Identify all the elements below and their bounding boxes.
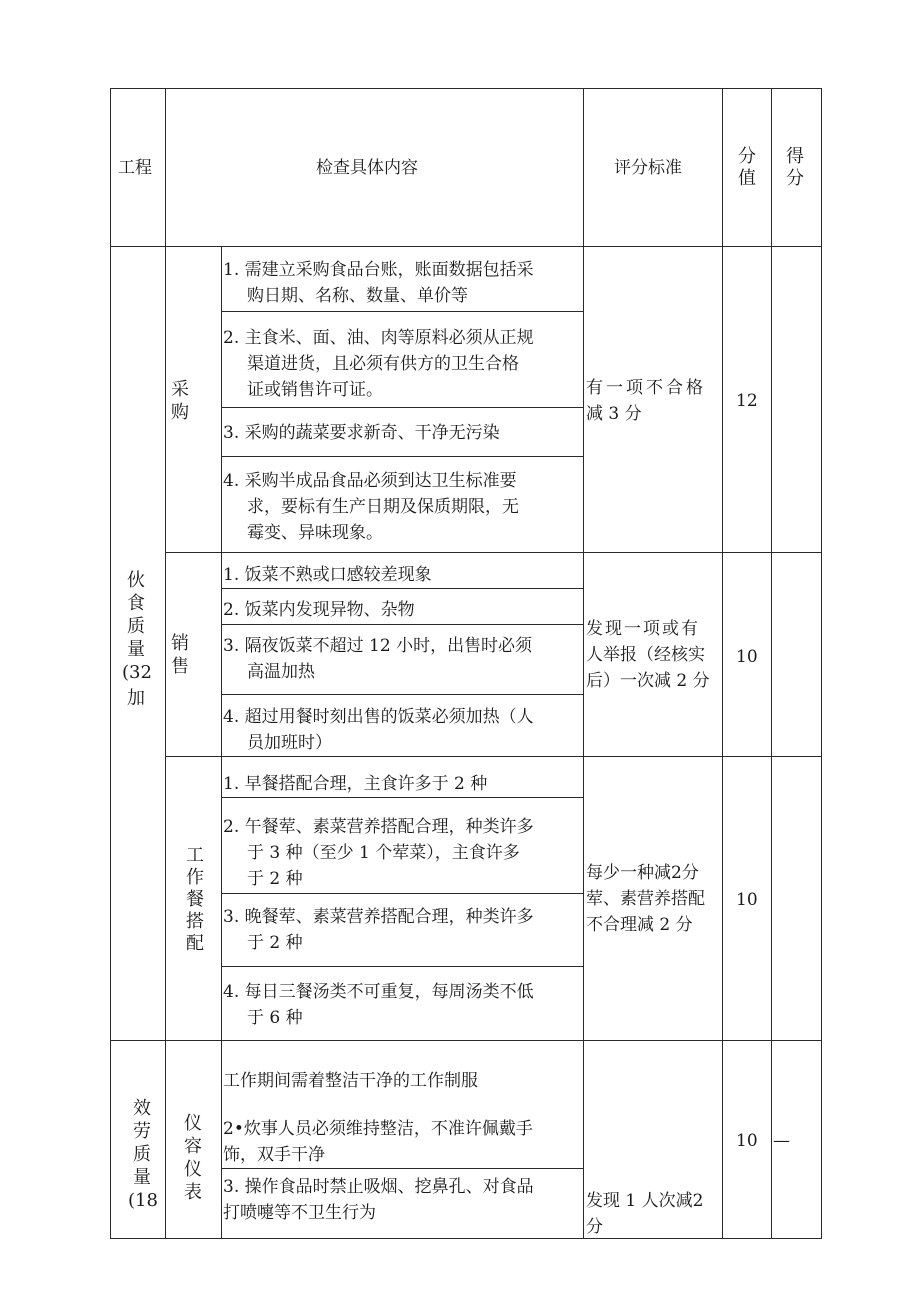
item-divider [221,311,583,312]
list-item: 4. 每日三餐汤类不可重复，每周汤类不低 于 6 种 [223,982,534,1028]
list-item: 1. 饭菜不熟或口感较差现象 [223,565,432,585]
header-criteria: 评分标准 [614,158,682,178]
list-item: 2. 午餐荤、素菜营养搭配合理，种类许多 于 3 种（至少 1 个荤菜），主食许多 于 2 种 [223,817,534,889]
list-item: 3. 晚餐荤、素菜营养搭配合理，种类许多 于 2 种 [223,907,534,953]
inspection-table: 工程 检查具体内容 评分标准 分 值 得 分 伙 食 质 量 (32 加 采 购 1. 需建立采购食品台账，账面数据包括采 购日期、名称、数量、单价等 2. 主食米、面、油、肉等原料必须从正规 渠道进货，且必须有供方的卫生合格 证或销售许可证。 3. 采购的蔬菜要求新奇、干净无污染 4. 采购半成品食品必须到达卫生标准要 求，要标有生产日期及保质期限，无 霉变、异味现象。 有一项不合格 减 3 分 12 销 售 1. 饭菜不熟或口感较差现象 2. 饭菜内发现异物、杂物 3. 隔夜饭菜不超过 12 小时，出售时必须 高温加热 4. 超过用餐时刻出售的饭菜必须加热（人 员加班时） 发现一项或有 人举报（经核实 后）一次减 2 分 10 工 作 餐 搭 配 1. 早餐搭配合理，主食许多于 2 种 2. 午餐荤、素菜营养搭配合理，种类许多 于 3 种（至少 1 个荤菜），主食许多 于 2 种 3. 晚餐荤、素菜营养搭配合理，种类许多 于 2 种 4. 每日三餐汤类不可重复，每周汤类不低 于 6 种 每少一种减2分 荤、素营养搭配 不合理减 2 分 10 效 劳 质 量 (18 仪 容 仪 表 工作期间需着整洁干净的工作制服 2•炊事人员必须维持整洁，不准许佩戴手 饰，双手干净 3. 操作食品时禁止吸烟、挖鼻孔、对食品 打喷嚏等不卫生行为 发现 1 人次减2 分 10 — [0,0,920,1301]
list-item: 4. 采购半成品食品必须到达卫生标准要 求，要标有生产日期及保质期限，无 霉变、异味现象。 [223,471,519,543]
row-divider-sales-meals [165,756,822,757]
meals-points: 10 [736,890,758,910]
col-divider [221,246,222,1239]
item-divider [221,588,583,589]
list-item: 2. 饭菜内发现异物、杂物 [223,600,415,620]
table-left-border [110,88,111,1239]
list-item: 1. 需建立采购食品台账，账面数据包括采 购日期、名称、数量、单价等 [223,260,534,306]
list-item: 工作期间需着整洁干净的工作制服 [223,1071,478,1091]
list-item: 1. 早餐搭配合理，主食许多于 2 种 [223,774,488,794]
list-item: 3. 隔夜饭菜不超过 12 小时，出售时必须 高温加热 [223,636,533,682]
header-score-char: 分 [786,168,804,189]
col-divider [583,88,584,1239]
item-divider [221,797,583,798]
list-item: 2. 主食米、面、油、肉等原料必须从正规 渠道进货，且必须有供方的卫生合格 证或销售许可证。 [223,328,534,400]
table-top-border [110,88,822,89]
item-divider [221,694,583,695]
row-divider-purchase-sales [165,552,822,553]
list-item: 3. 操作食品时禁止吸烟、挖鼻孔、对食品 打喷嚏等不卫生行为 [223,1177,534,1223]
header-bottom-border [110,246,822,247]
item-divider [221,1168,583,1169]
header-score-char: 得 [786,146,804,167]
appearance-criteria: 发现 1 人次减2 分 [586,1191,704,1237]
item-divider [221,624,583,625]
purchase-points: 12 [736,391,758,411]
item-divider [221,893,583,894]
list-item: 3. 采购的蔬菜要求新奇、干净无污染 [223,423,500,443]
item-divider [221,456,583,457]
purchase-criteria: 有一项不合格 减 3 分 [586,378,706,424]
table-right-border [821,88,822,1239]
header-project: 工程 [118,158,152,178]
appearance-points: 10 [736,1131,758,1151]
list-item: 2•炊事人员必须维持整洁，不准许佩戴手 饰，双手干净 [223,1119,533,1165]
item-divider [221,966,583,967]
meals-criteria: 每少一种减2分 荤、素营养搭配 不合理减 2 分 [586,863,705,935]
table-bottom-border [110,1238,822,1239]
section-divider [110,1040,822,1041]
sales-points: 10 [736,647,758,667]
col-divider [165,88,166,1239]
col-divider [722,88,723,1239]
header-points-char: 值 [738,168,756,189]
appearance-score: — [773,1131,790,1151]
item-divider [221,407,583,408]
sales-criteria: 发现一项或有 人举报（经核实 后）一次减 2 分 [586,619,710,691]
list-item: 4. 超过用餐时刻出售的饭菜必须加热（人 员加班时） [223,707,534,753]
header-points-char: 分 [738,146,756,167]
col-divider [771,88,772,1239]
header-content: 检查具体内容 [316,158,418,178]
